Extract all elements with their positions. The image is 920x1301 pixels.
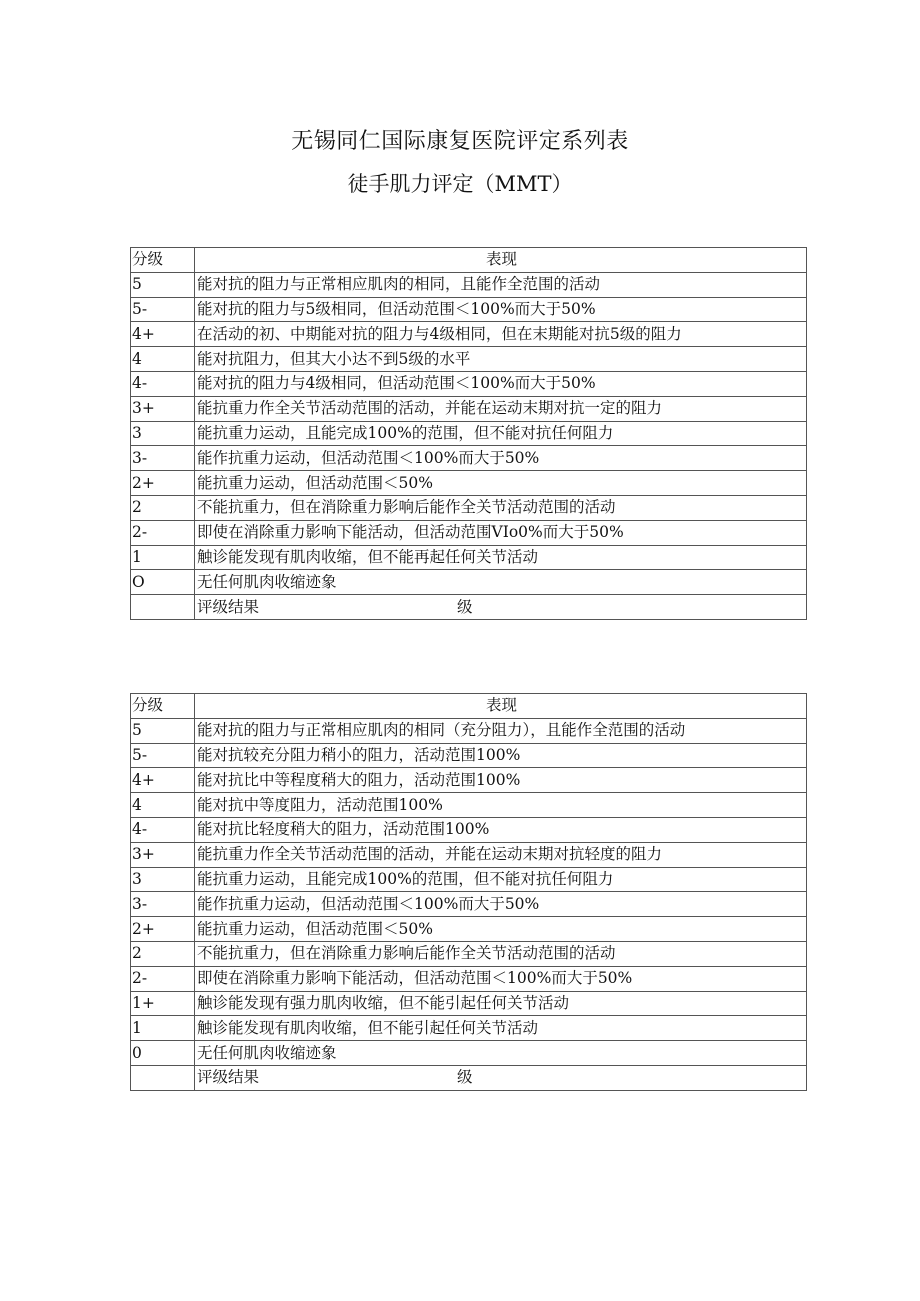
result-row [131,595,807,620]
result-row [131,1065,807,1090]
grade-cell: 1 [131,1016,195,1041]
mmt-table-1 [130,247,807,620]
grade-cell: 4+ [131,768,195,793]
grade-cell: 5 [131,718,195,743]
description-cell: 能对抗的阻力与正常相应肌肉的相同，且能作全范围的活动 [195,272,807,297]
grade-cell: 2+ [131,471,195,496]
grade-column-header: 分级 [131,694,195,719]
table-row [131,917,807,942]
grade-cell: 2 [131,495,195,520]
grade-cell: 1 [131,545,195,570]
grade-cell: 5- [131,743,195,768]
grade-cell: 5- [131,297,195,322]
table-header-row [131,694,807,719]
description-cell: 触诊能发现有强力肌肉收缩，但不能引起任何关节活动 [195,991,807,1016]
grade-cell: 5 [131,272,195,297]
grade-column-header: 分级 [131,248,195,273]
table-row [131,718,807,743]
table-row [131,966,807,991]
grade-cell: 3+ [131,396,195,421]
table-row [131,991,807,1016]
grade-cell: 4+ [131,322,195,347]
description-cell: 能抗重力运动，且能完成100%的范围，但不能对抗任何阻力 [195,421,807,446]
table-row [131,520,807,545]
description-cell: 能对抗较充分阻力稍小的阻力，活动范围100% [195,743,807,768]
mmt-table-2 [130,693,807,1091]
grade-cell: 3+ [131,842,195,867]
table-row [131,941,807,966]
description-column-header: 表现 [195,248,807,273]
table-row [131,471,807,496]
description-cell: 能对抗的阻力与5级相同，但活动范围＜100%而大于50% [195,297,807,322]
grade-cell: 3 [131,867,195,892]
description-cell: 能抗重力运动，且能完成100%的范围，但不能对抗任何阻力 [195,867,807,892]
grade-cell: 0 [131,1041,195,1066]
description-cell: 能对抗的阻力与正常相应肌肉的相同（充分阻力），且能作全范围的活动 [195,718,807,743]
grade-cell: 1+ [131,991,195,1016]
grade-cell: O [131,570,195,595]
result-grade-cell [131,1065,195,1090]
description-cell: 无任何肌肉收缩迹象 [195,570,807,595]
description-cell: 能对抗比轻度稍大的阻力，活动范围100% [195,817,807,842]
grade-cell: 2+ [131,917,195,942]
table-row [131,446,807,471]
description-cell: 不能抗重力，但在消除重力影响后能作全关节活动范围的活动 [195,495,807,520]
table-row [131,743,807,768]
grade-cell: 3- [131,892,195,917]
table-row [131,297,807,322]
description-cell: 不能抗重力，但在消除重力影响后能作全关节活动范围的活动 [195,941,807,966]
table-row [131,272,807,297]
grade-cell: 2- [131,520,195,545]
document-subtitle: 徒手肌力评定（MMT） [347,172,573,196]
grade-cell: 2- [131,966,195,991]
table-row [131,793,807,818]
description-cell: 无任何肌肉收缩迹象 [195,1041,807,1066]
grade-cell: 4- [131,817,195,842]
description-cell: 能对抗比中等程度稍大的阻力，活动范围100% [195,768,807,793]
table-row [131,1041,807,1066]
grade-cell: 2 [131,941,195,966]
description-cell: 能作抗重力运动，但活动范围＜100%而大于50% [195,446,807,471]
table-row [131,322,807,347]
grade-cell: 3 [131,421,195,446]
description-cell: 能对抗中等度阻力，活动范围100% [195,793,807,818]
table-row [131,867,807,892]
document-title: 无锡同仁国际康复医院评定系列表 [291,129,629,154]
table-row [131,545,807,570]
grade-cell: 4 [131,347,195,372]
description-cell: 在活动的初、中期能对抗的阻力与4级相同，但在末期能对抗5级的阻力 [195,322,807,347]
result-unit: 级 [457,597,473,616]
table-row [131,817,807,842]
table-row [131,495,807,520]
grade-cell: 4- [131,371,195,396]
description-cell: 能对抗的阻力与4级相同，但活动范围＜100%而大于50% [195,371,807,396]
table-row [131,842,807,867]
table-row [131,768,807,793]
grade-cell: 4 [131,793,195,818]
description-column-header: 表现 [195,694,807,719]
description-cell: 即使在消除重力影响下能活动，但活动范围VIo0%而大于50% [195,520,807,545]
table-row [131,1016,807,1041]
table-row [131,396,807,421]
description-cell: 能抗重力作全关节活动范围的活动，并能在运动末期对抗一定的阻力 [195,396,807,421]
result-cell[interactable] [195,1065,807,1090]
result-cell[interactable] [195,595,807,620]
table-row [131,347,807,372]
table-header-row [131,248,807,273]
description-cell: 即使在消除重力影响下能活动，但活动范围＜100%而大于50% [195,966,807,991]
description-cell: 能抗重力运动，但活动范围＜50% [195,917,807,942]
description-cell: 触诊能发现有肌肉收缩，但不能引起任何关节活动 [195,1016,807,1041]
table-row [131,892,807,917]
table-row [131,371,807,396]
table-row [131,421,807,446]
description-cell: 触诊能发现有肌肉收缩，但不能再起任何关节活动 [195,545,807,570]
description-cell: 能作抗重力运动，但活动范围＜100%而大于50% [195,892,807,917]
description-cell: 能抗重力作全关节活动范围的活动，并能在运动末期对抗轻度的阻力 [195,842,807,867]
result-unit: 级 [457,1068,473,1087]
table-row [131,570,807,595]
result-label: 评级结果 [197,597,260,616]
result-grade-cell [131,595,195,620]
description-cell: 能对抗阻力，但其大小达不到5级的水平 [195,347,807,372]
grade-cell: 3- [131,446,195,471]
result-label: 评级结果 [197,1068,260,1087]
description-cell: 能抗重力运动，但活动范围＜50% [195,471,807,496]
